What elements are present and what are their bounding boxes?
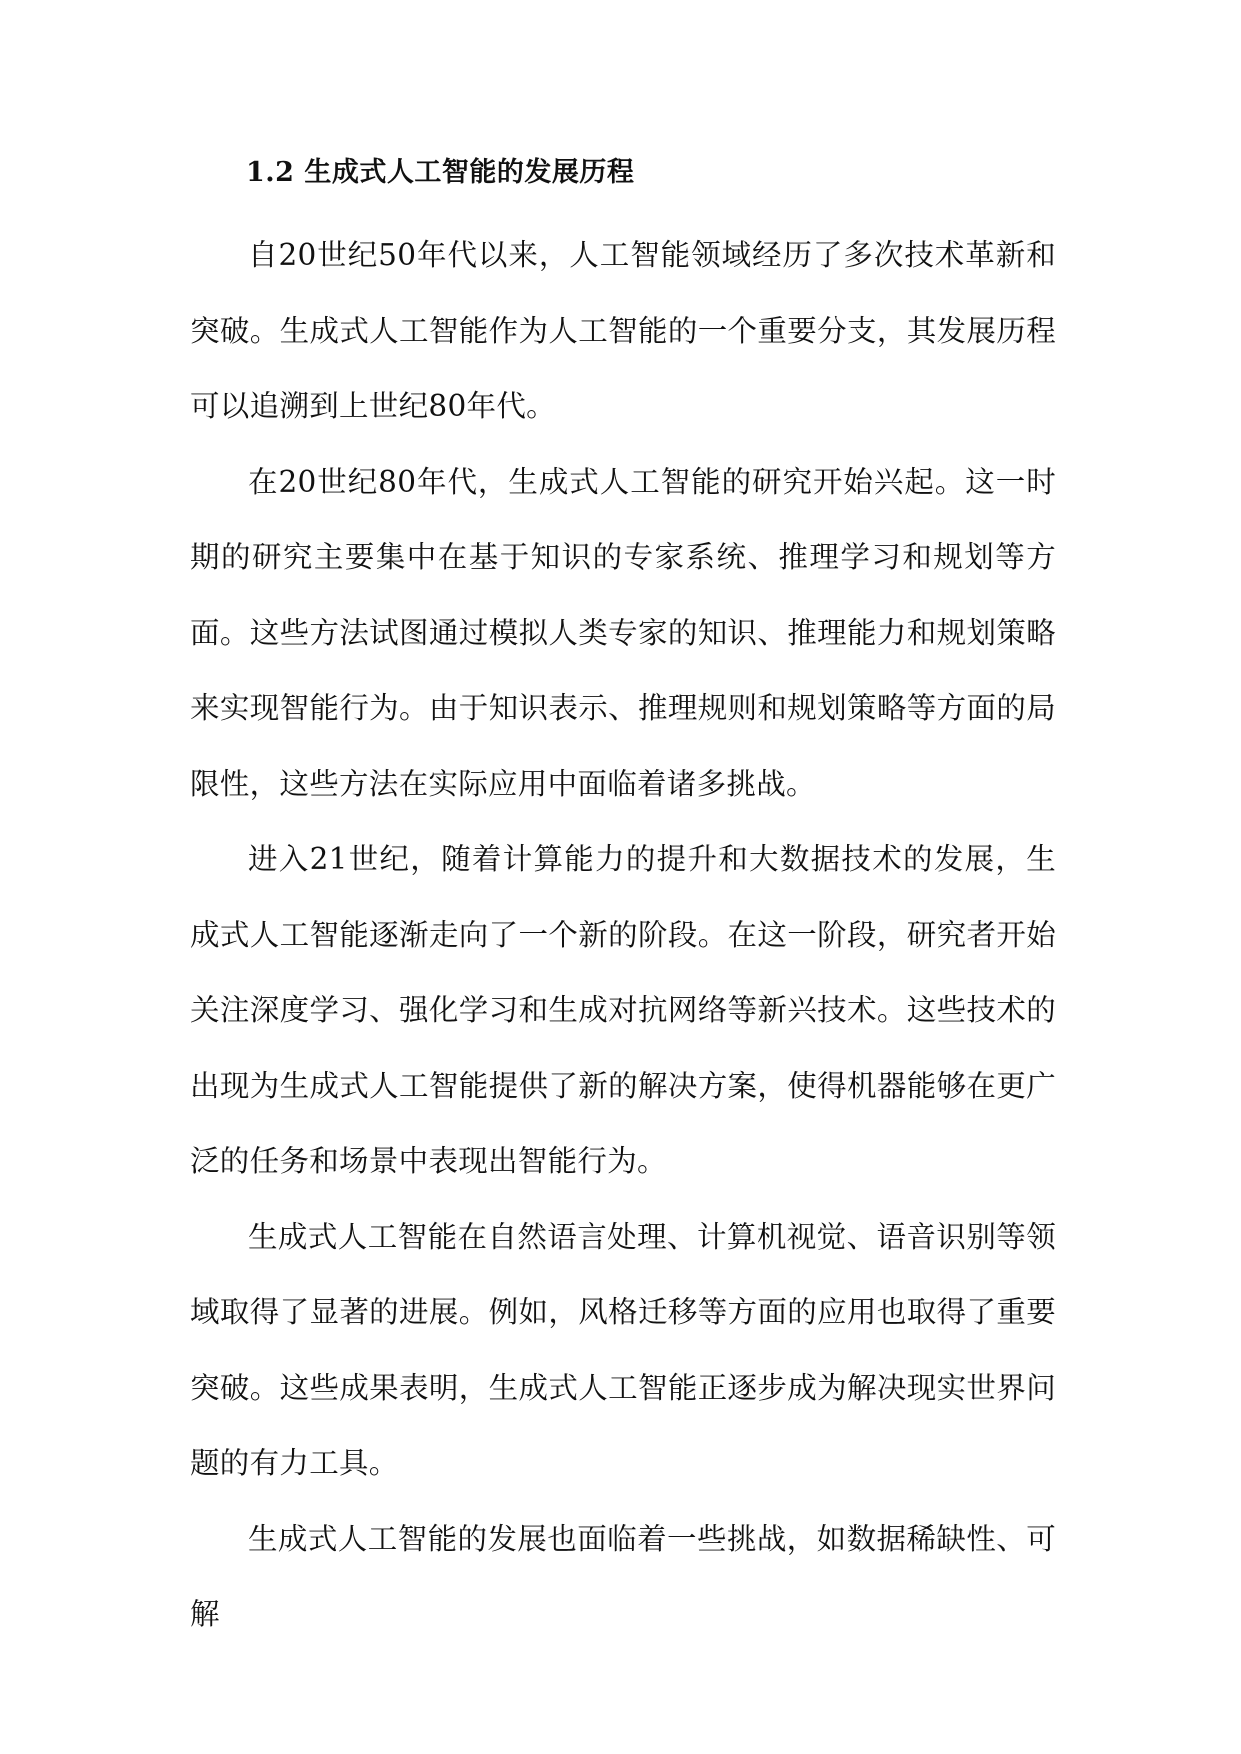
section-heading: 1.2 生成式人工智能的发展历程 xyxy=(246,157,635,188)
section-body xyxy=(190,218,1056,1653)
paragraph-4: 生成式人工智能在自然语言处理、计算机视觉、语音识别等领域取得了显著的进展。例如，风格迁移等方面的应用也取得了重要突破。这些成果表明，生成式人工智能正逐步成为解决现实世界问题的有力工具。 xyxy=(190,1219,1056,1480)
paragraph-2: 在20世纪80年代，生成式人工智能的研究开始兴起。这一时期的研究主要集中在基于知识的专家系统、推理学习和规划等方面。这些方法试图通过模拟人类专家的知识、推理能力和规划策略来实现智能行为。由于知识表示、推理规则和规划策略等方面的局限性，这些方法在实际应用中面临着诸多挑战。 xyxy=(190,464,1056,801)
paragraph-1: 自20世纪50年代以来，人工智能领域经历了多次技术革新和突破。生成式人工智能作为人工智能的一个重要分支，其发展历程可以追溯到上世纪80年代。 xyxy=(190,238,1056,423)
paragraph-3: 进入21世纪，随着计算能力的提升和大数据技术的发展，生成式人工智能逐渐走向了一个新的阶段。在这一阶段，研究者开始关注深度学习、强化学习和生成对抗网络等新兴技术。这些技术的出现为生成式人工智能提供了新的解决方案，使得机器能够在更广泛的任务和场景中表现出智能行为。 xyxy=(190,842,1056,1178)
document-page xyxy=(190,148,1056,1653)
paragraph-5: 生成式人工智能的发展也面临着一些挑战，如数据稀缺性、可解 xyxy=(190,1521,1056,1631)
